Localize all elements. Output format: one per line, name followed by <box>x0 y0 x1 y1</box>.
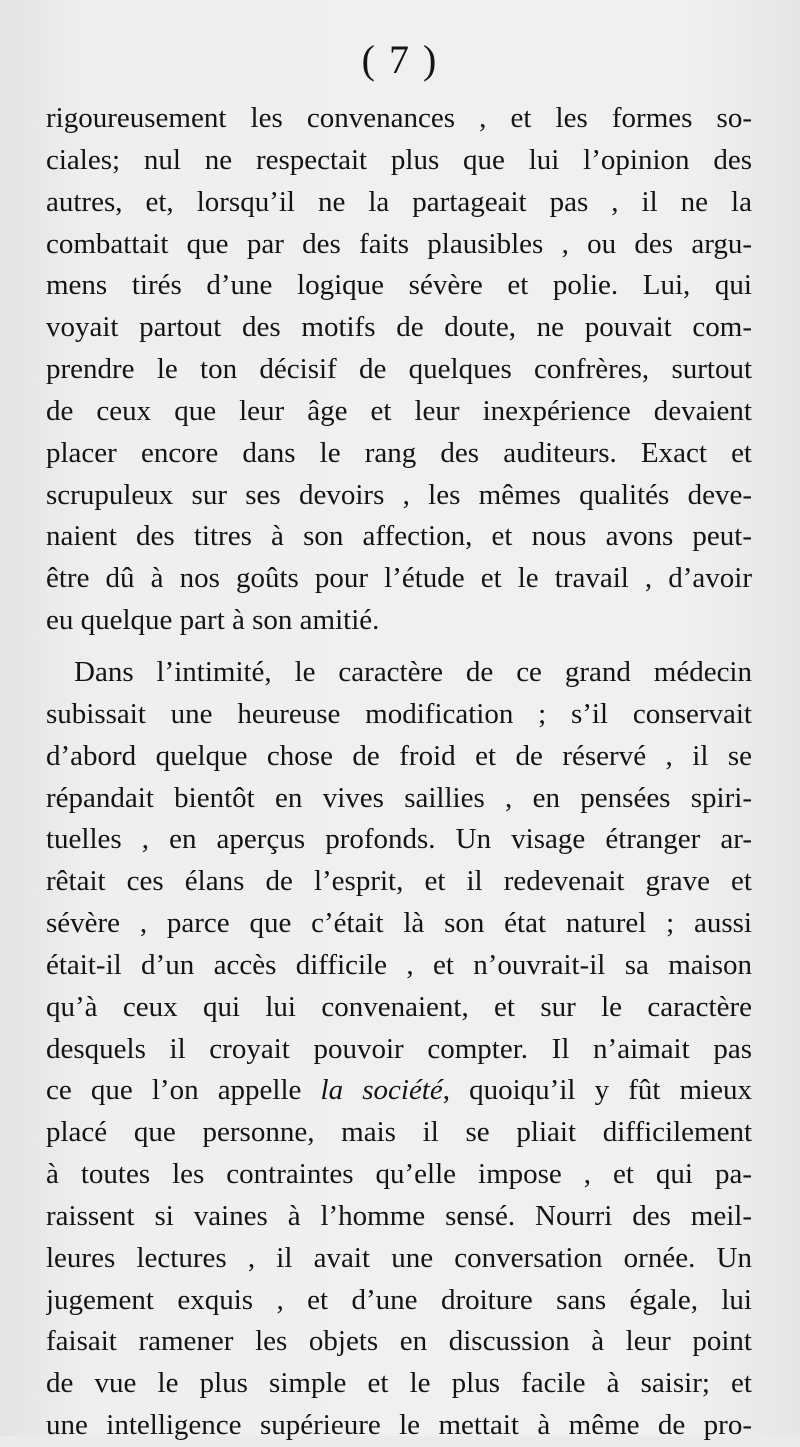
text-line: rêtait ces élans de l’esprit, et il redevenait grave et <box>46 865 752 898</box>
text-line-with-italic <box>46 1070 752 1112</box>
text-line: placer encore dans le rang des auditeurs. Exact et <box>46 436 752 469</box>
text-line: raissent si vaines à l’homme sensé. Nourri des meil- <box>46 1199 752 1232</box>
page-number: ( 7 ) <box>361 37 439 82</box>
text-line: de vue le plus simple et le plus facile à saisir; et <box>46 1367 752 1400</box>
text-line: voyait partout des motifs de doute, ne pouvait com- <box>46 311 752 344</box>
text-line: prendre le ton décisif de quelques confrères, surtout <box>46 353 752 386</box>
text-line: placé que personne, mais il se pliait difficilement <box>46 1116 752 1149</box>
text-line: subissait une heureuse modification ; s’il conservait <box>46 697 752 730</box>
text-line: tuelles , en aperçus profonds. Un visage étranger ar- <box>46 823 752 856</box>
text-line: de ceux que leur âge et leur inexpérience devaient <box>46 394 752 427</box>
text-line: était-il d’un accès difficile , et n’ouvrait-il sa maison <box>46 948 752 981</box>
text-line: combattait que par des faits plausibles , ou des argu- <box>46 227 752 260</box>
text-line: d’abord quelque chose de froid et de réservé , il se <box>46 739 752 772</box>
italic-phrase: la société <box>320 1074 443 1107</box>
text-segment: , quoiqu’il y fût mieux <box>442 1074 752 1107</box>
body-text <box>46 98 752 1447</box>
text-line: desquels il croyait pouvoir compter. Il n’aimait pas <box>46 1032 752 1065</box>
text-line: répandait bientôt en vives saillies , en pensées spiri- <box>46 781 752 814</box>
text-line: qu’à ceux qui lui convenaient, et sur le caractère <box>46 990 752 1023</box>
text-line: faisait ramener les objets en discussion à leur point <box>46 1325 752 1358</box>
text-line: scrupuleux sur ses devoirs , les mêmes qualités deve- <box>46 478 752 511</box>
text-line: une intelligence supérieure le mettait à même de pro- <box>46 1409 752 1442</box>
text-line: ciales; nul ne respectait plus que lui l’opinion des <box>46 143 752 176</box>
text-line: être dû à nos goûts pour l’étude et le travail , d’avoir <box>46 562 752 595</box>
text-line: leures lectures , il avait une conversation ornée. Un <box>46 1241 752 1274</box>
text-line: autres, et, lorsqu’il ne la partageait pas , il ne la <box>46 185 752 218</box>
text-line: jugement exquis , et d’une droiture sans égale, lui <box>46 1283 752 1316</box>
text-line: Dans l’intimité, le caractère de ce grand médecin <box>74 655 752 688</box>
text-line: rigoureusement les convenances , et les formes so- <box>46 102 752 134</box>
text-line: sévère , parce que c’était là son état naturel ; aussi <box>46 907 752 940</box>
text-line: mens tirés d’une logique sévère et polie. Lui, qui <box>46 269 752 302</box>
text-line: naient des titres à son affection, et nous avons peut- <box>46 520 752 553</box>
text-line: à toutes les contraintes qu’elle impose , et qui pa- <box>46 1158 752 1191</box>
paragraph-gap <box>46 642 752 652</box>
text-segment: ce que l’on appelle <box>46 1074 302 1107</box>
text-line: eu quelque part à son amitié. <box>46 604 380 637</box>
